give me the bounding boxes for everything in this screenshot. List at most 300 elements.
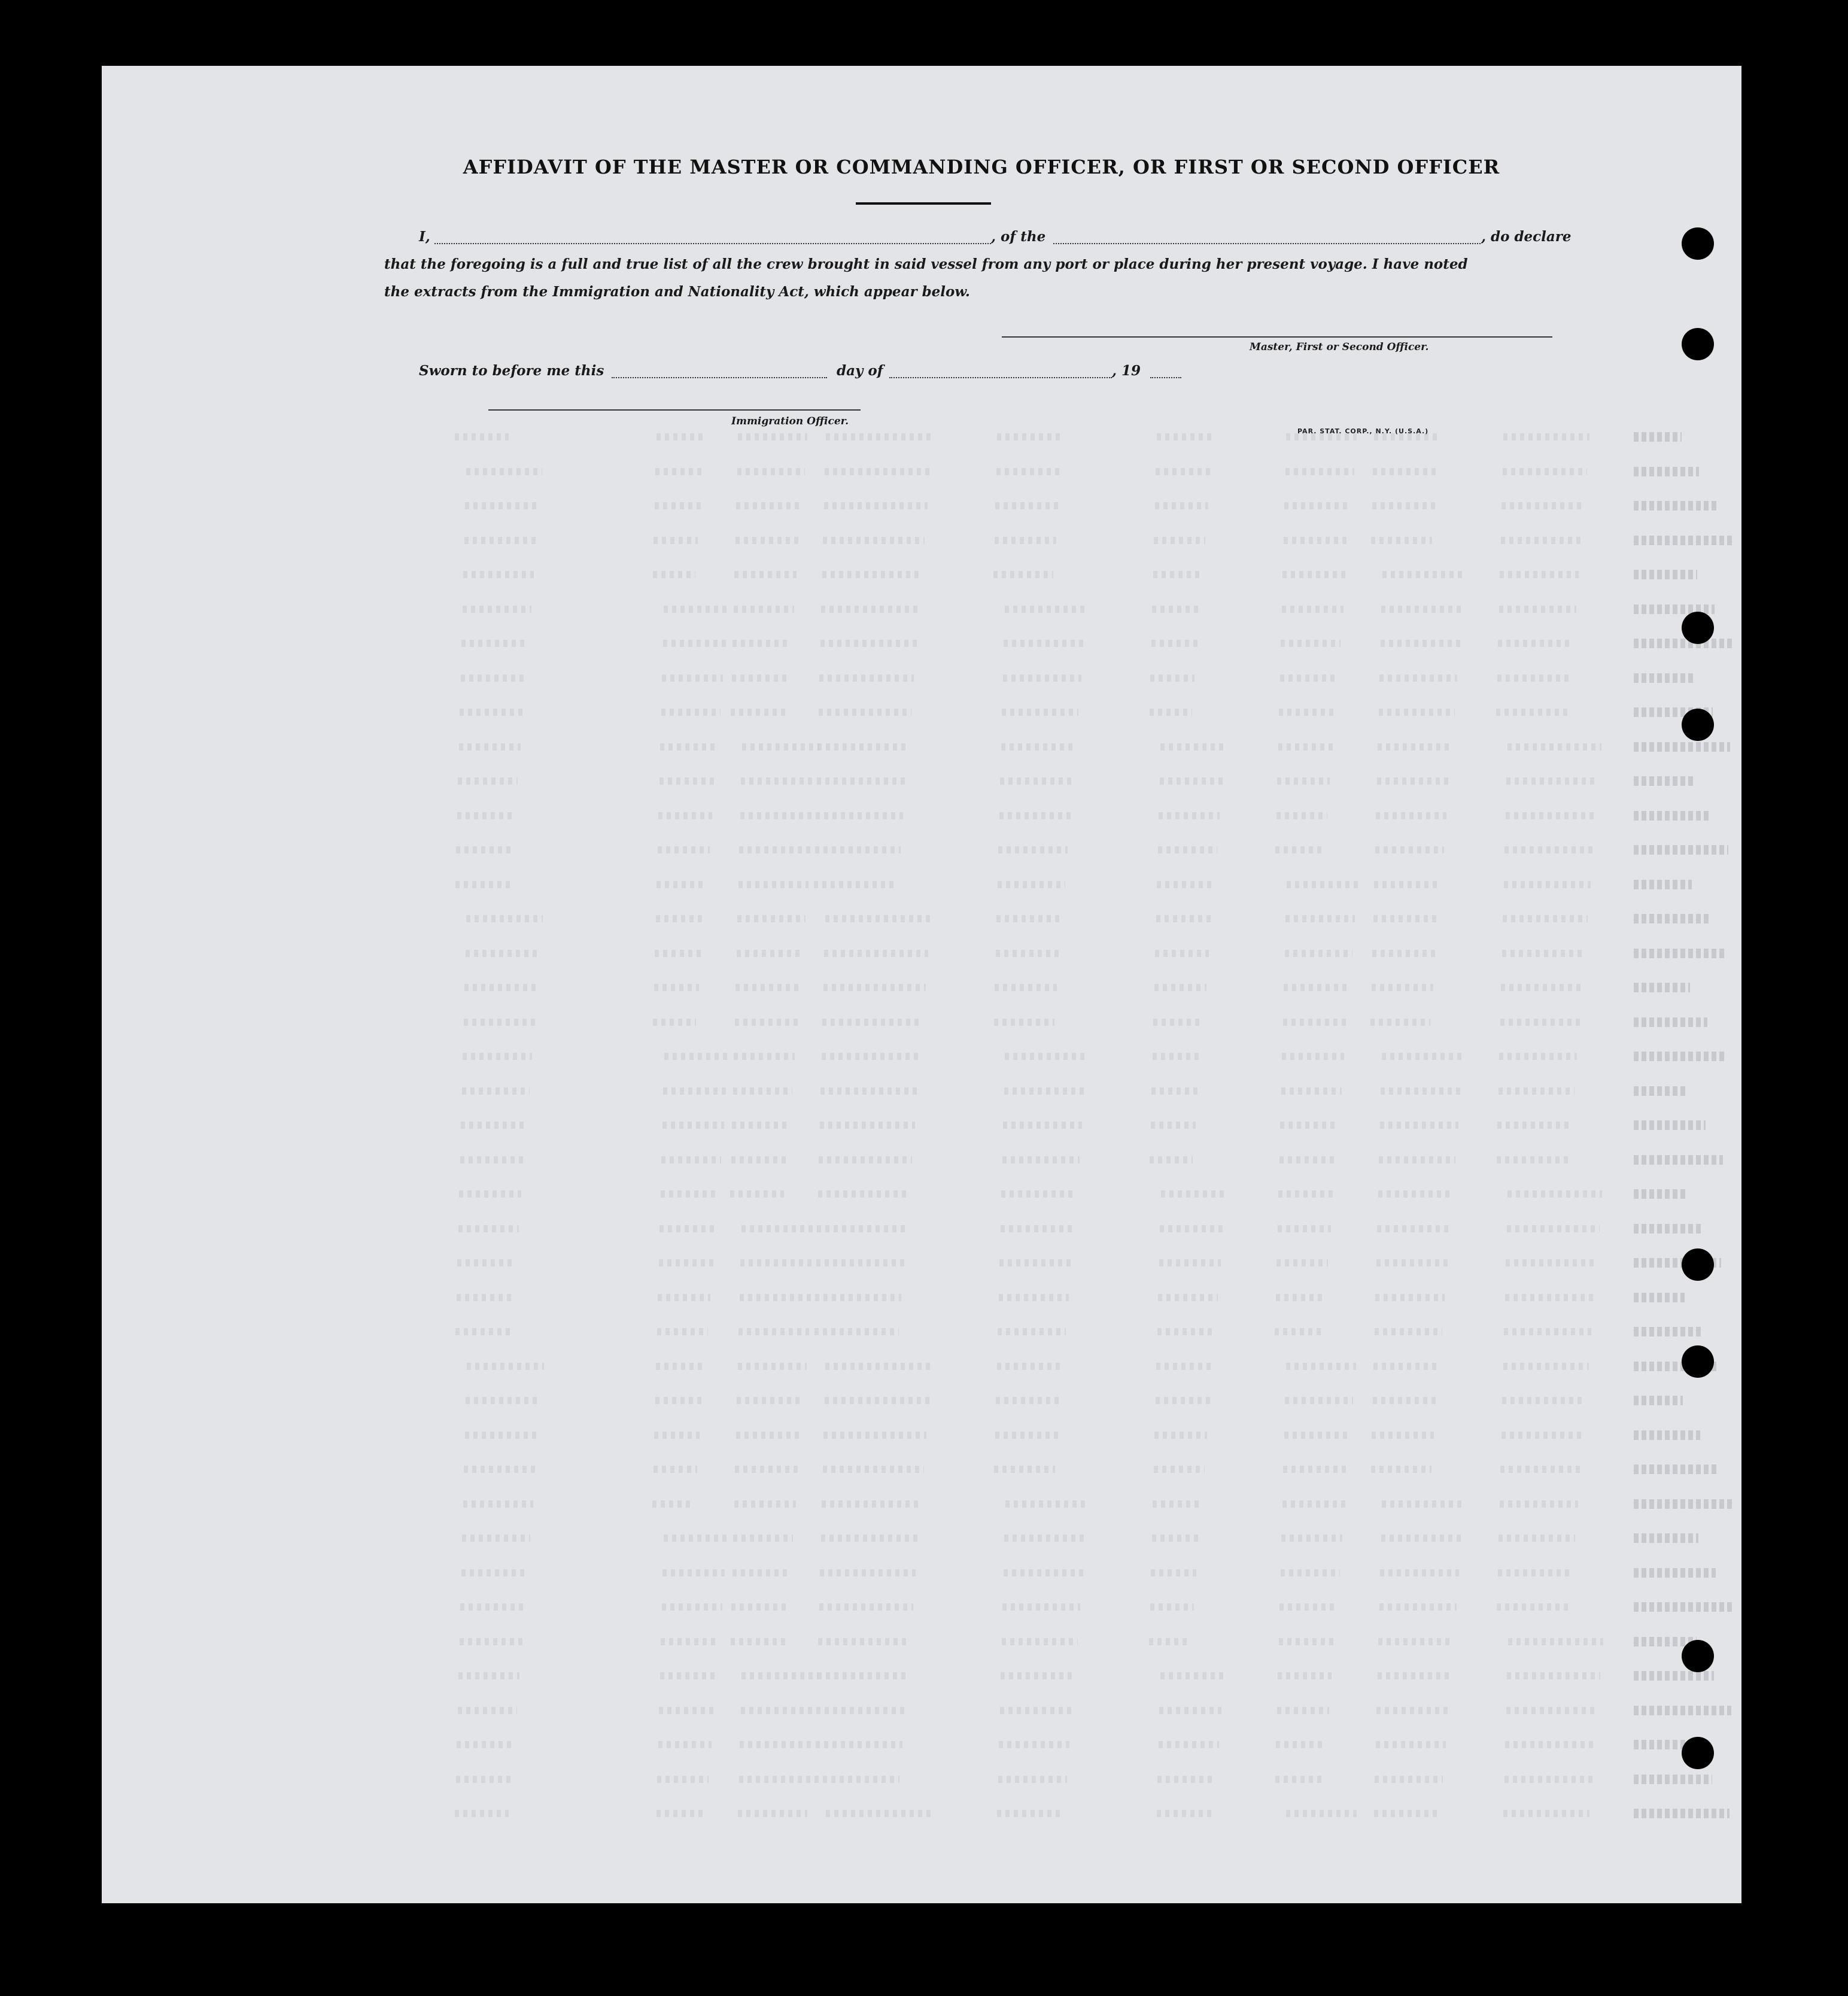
bleed-through-cell: [458, 777, 518, 785]
bleed-through-cell: [820, 640, 917, 647]
bleed-through-row: [461, 1739, 1848, 1752]
bleed-through-cell: [1285, 915, 1355, 922]
bleed-through-cell: [732, 1569, 791, 1576]
bleed-through-row: [461, 569, 1848, 582]
bleed-through-cell: [814, 881, 898, 888]
bleed-through-cell: [1155, 950, 1209, 957]
bleed-through-right-cell: [1634, 1533, 1698, 1543]
bleed-through-cell: [1151, 1569, 1196, 1576]
bleed-through-cell: [1381, 1087, 1461, 1095]
declaration-line-2: that the foregoing is a full and true list of all the crew brought in said vessel from any port or place during her present voyage. I have noted: [384, 256, 1468, 272]
bleed-through-cell: [1507, 1672, 1600, 1679]
bleed-through-cell: [464, 1019, 535, 1026]
bleed-through-cell: [1373, 1397, 1437, 1404]
sworn-year: , 19: [1112, 363, 1141, 379]
bleed-through-cell: [662, 1603, 722, 1611]
bleed-through-cell: [455, 881, 510, 888]
bleed-through-cell: [1498, 640, 1573, 647]
bleed-through-cell: [457, 1294, 513, 1301]
bleed-through-cell: [659, 777, 715, 785]
bleed-through-cell: [464, 537, 537, 544]
bleed-through-cell: [740, 1294, 812, 1301]
bleed-through-cell: [1381, 640, 1460, 647]
bleed-through-row: [461, 603, 1848, 616]
bleed-through-cell: [461, 1122, 527, 1129]
bleed-through-cell: [1156, 1363, 1212, 1370]
bleed-through-cell: [455, 433, 509, 440]
bleed-through-cell: [1499, 1053, 1577, 1060]
bleed-through-cell: [457, 1741, 514, 1748]
bleed-through-cell: [1156, 915, 1212, 922]
vessel-blank: [1053, 243, 1481, 244]
bleed-through-row: [461, 534, 1848, 548]
bleed-through-cell: [817, 1672, 908, 1679]
bleed-through-cell: [1280, 1122, 1339, 1129]
bleed-through-cell: [1283, 1019, 1347, 1026]
bleed-through-cell: [738, 1810, 807, 1817]
bleed-through-cell: [655, 1397, 703, 1404]
bleed-through-right-cell: [1634, 1465, 1718, 1474]
bleed-through-cell: [825, 915, 931, 922]
immigration-caption: Immigration Officer.: [731, 415, 849, 427]
bleed-through-row: [461, 1050, 1848, 1064]
bleed-through-right-cell: [1634, 949, 1727, 958]
bleed-through-cell: [1281, 1535, 1342, 1542]
bleed-through-cell: [1153, 1500, 1202, 1508]
punch-hole: [1682, 612, 1714, 644]
bleed-through-cell: [662, 675, 723, 682]
bleed-through-cell: [816, 1741, 902, 1748]
bleed-through-cell: [822, 571, 922, 578]
bleed-through-cell: [462, 1087, 530, 1095]
bleed-through-cell: [1003, 1122, 1082, 1129]
bleed-through-right-cell: [1634, 811, 1711, 821]
bleed-through-cell: [731, 1156, 787, 1163]
bleed-through-cell: [1276, 812, 1327, 819]
bleed-through-cell: [999, 812, 1071, 819]
bleed-through-cell: [1157, 1810, 1214, 1817]
bleed-through-cell: [1275, 846, 1324, 853]
bleed-through-right-cell: [1634, 1189, 1686, 1199]
bleed-through-row: [461, 1292, 1848, 1305]
bleed-through-cell: [1375, 1294, 1445, 1301]
bleed-through-cell: [1160, 743, 1225, 751]
bleed-through-cell: [1505, 1294, 1594, 1301]
bleed-through-cell: [654, 1432, 700, 1439]
bleed-through-cell: [998, 881, 1065, 888]
bleed-through-cell: [741, 1707, 816, 1714]
punch-hole: [1682, 1345, 1714, 1378]
bleed-through-cell: [463, 571, 534, 578]
declaration-i: I,: [419, 229, 430, 245]
bleed-through-cell: [1153, 1053, 1201, 1060]
bleed-through-row: [461, 913, 1848, 926]
bleed-through-row: [461, 672, 1848, 685]
bleed-through-cell: [1002, 1603, 1080, 1611]
bleed-through-cell: [818, 1190, 910, 1198]
bleed-through-cell: [1284, 537, 1349, 544]
bleed-through-row: [461, 1601, 1848, 1614]
bleed-through-cell: [1005, 606, 1087, 613]
bleed-through-cell: [1156, 1397, 1210, 1404]
bleed-through-row: [461, 431, 1848, 444]
bleed-through-cell: [1276, 1259, 1328, 1266]
bleed-through-cell: [735, 984, 800, 991]
bleed-through-cell: [738, 1363, 807, 1370]
bleed-through-cell: [1285, 950, 1352, 957]
bleed-through-cell: [1275, 1328, 1323, 1335]
bleed-through-cell: [734, 571, 797, 578]
bleed-through-cell: [996, 915, 1062, 922]
bleed-through-cell: [999, 1741, 1069, 1748]
bleed-through-right-cell: [1634, 1568, 1716, 1578]
bleed-through-cell: [1379, 709, 1455, 716]
bleed-through-cell: [822, 1053, 920, 1060]
bleed-through-cell: [999, 1259, 1071, 1266]
bleed-through-cell: [734, 1053, 795, 1060]
bleed-through-cell: [1506, 812, 1596, 819]
bleed-through-cell: [661, 1190, 719, 1198]
bleed-through-cell: [1498, 1569, 1573, 1576]
bleed-through-cell: [737, 915, 806, 922]
bleed-through-cell: [735, 537, 800, 544]
bleed-through-row: [461, 982, 1848, 995]
bleed-through-cell: [733, 1087, 792, 1095]
bleed-through-cell: [1150, 709, 1192, 716]
bleed-through-cell: [733, 1535, 793, 1542]
bleed-through-cell: [465, 1432, 539, 1439]
bleed-through-cell: [1382, 1053, 1464, 1060]
bleed-through-cell: [817, 777, 906, 785]
bleed-through-cell: [819, 1603, 913, 1611]
bleed-through-cell: [1284, 502, 1351, 509]
bleed-through-cell: [1157, 433, 1214, 440]
declaration-of-the: , of the: [991, 229, 1046, 245]
bleed-through-row: [461, 1532, 1848, 1545]
bleed-through-cell: [731, 1603, 788, 1611]
bleed-through-cell: [1281, 1087, 1342, 1095]
bleed-through-cell: [463, 1053, 532, 1060]
bleed-through-cell: [1153, 1019, 1203, 1026]
bleed-through-row: [461, 1670, 1848, 1683]
bleed-through-cell: [1507, 743, 1601, 751]
bleed-through-cell: [656, 433, 706, 440]
bleed-through-cell: [736, 502, 802, 509]
bleed-through-cell: [1284, 1432, 1351, 1439]
bleed-through-right-cell: [1634, 1155, 1723, 1165]
bleed-through-cell: [999, 1294, 1069, 1301]
bleed-through-cell: [1159, 812, 1220, 819]
bleed-through-cell: [1160, 1672, 1224, 1679]
bleed-through-row: [461, 1705, 1848, 1718]
bleed-through-row: [461, 1326, 1848, 1339]
bleed-through-cell: [1502, 1432, 1583, 1439]
bleed-through-rows: [461, 431, 1848, 1867]
bleed-through-cell: [659, 1225, 716, 1232]
bleed-through-cell: [455, 1328, 510, 1335]
bleed-through-cell: [1372, 950, 1436, 957]
bleed-through-cell: [1371, 1466, 1431, 1473]
bleed-through-cell: [1374, 1810, 1440, 1817]
bleed-through-cell: [654, 1466, 697, 1473]
bleed-through-row: [461, 879, 1848, 892]
document-page: [102, 66, 1741, 1903]
bleed-through-cell: [655, 502, 701, 509]
bleed-through-cell: [1370, 1019, 1430, 1026]
bleed-through-right-cell: [1634, 1671, 1714, 1681]
bleed-through-cell: [1380, 1569, 1459, 1576]
bleed-through-cell: [1150, 1603, 1194, 1611]
declaration-do-declare: , do declare: [1481, 229, 1572, 245]
bleed-through-cell: [466, 950, 540, 957]
bleed-through-cell: [658, 1294, 710, 1301]
bleed-through-cell: [1374, 881, 1441, 888]
bleed-through-row: [461, 1360, 1848, 1374]
bleed-through-cell: [738, 881, 808, 888]
bleed-through-cell: [741, 1225, 817, 1232]
bleed-through-cell: [1279, 1156, 1336, 1163]
bleed-through-row: [461, 844, 1848, 857]
bleed-through-cell: [661, 1638, 719, 1645]
bleed-through-cell: [1286, 1810, 1357, 1817]
bleed-through-right-cell: [1634, 432, 1682, 442]
bleed-through-cell: [814, 1776, 899, 1783]
bleed-through-cell: [1004, 640, 1084, 647]
bleed-through-cell: [1496, 709, 1568, 716]
bleed-through-cell: [826, 433, 933, 440]
bleed-through-cell: [1504, 1776, 1592, 1783]
bleed-through-cell: [463, 606, 531, 613]
printer-mark: PAR. STAT. CORP., N.Y. (U.S.A.): [1297, 427, 1429, 435]
bleed-through-cell: [652, 1500, 694, 1508]
bleed-through-cell: [1504, 846, 1593, 853]
bleed-through-cell: [458, 1225, 519, 1232]
bleed-through-row: [461, 1257, 1848, 1270]
bleed-through-right-cell: [1634, 570, 1697, 579]
bleed-through-cell: [1155, 502, 1208, 509]
bleed-through-row: [461, 741, 1848, 754]
bleed-through-cell: [1373, 915, 1439, 922]
bleed-through-cell: [656, 1363, 705, 1370]
bleed-through-cell: [657, 1776, 709, 1783]
bleed-through-cell: [1285, 468, 1354, 475]
bleed-through-cell: [660, 1672, 717, 1679]
bleed-through-row: [461, 1395, 1848, 1408]
bleed-through-cell: [658, 812, 712, 819]
bleed-through-cell: [1277, 777, 1330, 785]
bleed-through-row: [461, 500, 1848, 513]
bleed-through-cell: [996, 468, 1062, 475]
bleed-through-cell: [995, 984, 1057, 991]
bleed-through-cell: [1157, 1776, 1216, 1783]
bleed-through-cell: [821, 1535, 919, 1542]
bleed-through-right-cell: [1634, 467, 1699, 476]
affidavit-title: AFFIDAVIT OF THE MASTER OR COMMANDING OFFICER, OR FIRST OR SECOND OFFICER: [463, 156, 1500, 178]
bleed-through-cell: [1000, 1707, 1072, 1714]
bleed-through-cell: [1277, 1707, 1329, 1714]
bleed-through-cell: [1005, 1053, 1087, 1060]
bleed-through-cell: [655, 468, 703, 475]
bleed-through-cell: [1285, 1397, 1353, 1404]
bleed-through-cell: [1286, 1363, 1356, 1370]
bleed-through-cell: [731, 1638, 785, 1645]
bleed-through-cell: [464, 984, 537, 991]
bleed-through-cell: [994, 1019, 1054, 1026]
bleed-through-cell: [1278, 1190, 1333, 1198]
bleed-through-cell: [1500, 1500, 1578, 1508]
bleed-through-cell: [663, 1087, 727, 1095]
bleed-through-cell: [465, 502, 539, 509]
bleed-through-cell: [1376, 1707, 1448, 1714]
bleed-through-cell: [824, 502, 928, 509]
bleed-through-cell: [1161, 1190, 1226, 1198]
bleed-through-row: [461, 1119, 1848, 1132]
bleed-through-right-cell: [1634, 673, 1695, 683]
bleed-through-cell: [466, 915, 543, 922]
punch-hole: [1682, 709, 1714, 741]
bleed-through-cell: [658, 846, 710, 853]
bleed-through-cell: [1278, 743, 1333, 751]
bleed-through-cell: [1152, 606, 1200, 613]
bleed-through-cell: [1275, 1776, 1324, 1783]
bleed-through-cell: [662, 1569, 725, 1576]
bleed-through-row: [461, 1773, 1848, 1787]
bleed-through-cell: [457, 812, 515, 819]
bleed-through-cell: [740, 812, 814, 819]
bleed-through-right-cell: [1634, 1775, 1712, 1784]
bleed-through-cell: [815, 1294, 901, 1301]
bleed-through-cell: [1149, 1638, 1191, 1645]
bleed-through-row: [461, 1016, 1848, 1029]
bleed-through-cell: [1378, 1190, 1453, 1198]
bleed-through-cell: [1373, 468, 1437, 475]
bleed-through-cell: [1276, 1741, 1326, 1748]
bleed-through-cell: [1378, 743, 1452, 751]
bleed-through-cell: [1375, 1776, 1443, 1783]
bleed-through-cell: [1154, 1466, 1205, 1473]
bleed-through-cell: [1372, 984, 1433, 991]
bleed-through-cell: [456, 846, 512, 853]
bleed-through-cell: [1382, 571, 1466, 578]
bleed-through-cell: [1002, 1156, 1080, 1163]
bleed-through-cell: [1503, 1363, 1589, 1370]
bleed-through-cell: [1282, 1053, 1344, 1060]
bleed-through-cell: [825, 1363, 932, 1370]
punch-hole: [1682, 1737, 1714, 1769]
bleed-through-cell: [996, 1397, 1060, 1404]
bleed-through-row: [461, 1188, 1848, 1201]
bleed-through-cell: [737, 1397, 804, 1404]
punch-hole: [1682, 1640, 1714, 1672]
bleed-through-cell: [655, 950, 701, 957]
bleed-through-cell: [1504, 1328, 1591, 1335]
bleed-through-cell: [461, 640, 528, 647]
bleed-through-cell: [1001, 1225, 1074, 1232]
bleed-through-cell: [1499, 1535, 1575, 1542]
bleed-through-right-cell: [1634, 501, 1716, 511]
bleed-through-cell: [1157, 1328, 1215, 1335]
bleed-through-cell: [740, 1259, 814, 1266]
bleed-through-cell: [822, 1500, 921, 1508]
bleed-through-cell: [1154, 984, 1206, 991]
bleed-through-row: [461, 1807, 1848, 1821]
bleed-through-cell: [1497, 1122, 1572, 1129]
bleed-through-cell: [732, 1122, 789, 1129]
bleed-through-cell: [1500, 1466, 1580, 1473]
bleed-through-cell: [656, 1810, 706, 1817]
bleed-through-cell: [1002, 709, 1078, 716]
bleed-through-cell: [1378, 1638, 1454, 1645]
bleed-through-cell: [1506, 1259, 1597, 1266]
bleed-through-cell: [1004, 1087, 1085, 1095]
bleed-through-cell: [459, 743, 521, 751]
bleed-through-cell: [658, 1741, 712, 1748]
bleed-through-cell: [1282, 571, 1346, 578]
bleed-through-cell: [825, 468, 930, 475]
bleed-through-cell: [664, 606, 728, 613]
bleed-through-cell: [1376, 1741, 1446, 1748]
bleed-through-cell: [820, 1122, 915, 1129]
punch-hole: [1682, 328, 1714, 360]
bleed-through-cell: [1152, 1535, 1199, 1542]
bleed-through-cell: [1372, 502, 1435, 509]
bleed-through-right-cell: [1634, 1224, 1704, 1234]
bleed-through-row: [461, 775, 1848, 788]
bleed-through-cell: [732, 640, 791, 647]
bleed-through-cell: [817, 1225, 907, 1232]
bleed-through-cell: [994, 1466, 1055, 1473]
bleed-through-cell: [995, 1432, 1058, 1439]
bleed-through-cell: [1281, 1569, 1340, 1576]
bleed-through-cell: [740, 1741, 813, 1748]
bleed-through-cell: [653, 571, 695, 578]
bleed-through-cell: [1371, 537, 1432, 544]
bleed-through-cell: [1158, 1294, 1218, 1301]
bleed-through-cell: [657, 1328, 708, 1335]
bleed-through-cell: [1276, 1294, 1326, 1301]
bleed-through-right-cell: [1634, 1017, 1707, 1027]
bleed-through-row: [461, 1463, 1848, 1477]
bleed-through-right-cell: [1634, 742, 1730, 752]
bleed-through-cell: [822, 1019, 923, 1026]
bleed-through-cell: [1507, 1225, 1600, 1232]
bleed-through-cell: [739, 846, 811, 853]
bleed-through-right-cell: [1634, 536, 1734, 545]
bleed-through-cell: [1382, 1500, 1464, 1508]
bleed-through-cell: [1156, 468, 1211, 475]
declaration-line-3: the extracts from the Immigration and Nationality Act, which appear below.: [384, 284, 970, 300]
bleed-through-cell: [1150, 1156, 1193, 1163]
bleed-through-cell: [1504, 881, 1591, 888]
bleed-through-cell: [1150, 675, 1194, 682]
bleed-through-cell: [1154, 1432, 1207, 1439]
bleed-through-right-cell: [1634, 983, 1690, 992]
bleed-through-cell: [738, 1328, 809, 1335]
bleed-through-cell: [1005, 1500, 1089, 1508]
bleed-through-row: [461, 1154, 1848, 1167]
bleed-through-cell: [996, 950, 1060, 957]
bleed-through-cell: [1507, 1190, 1602, 1198]
bleed-through-cell: [1497, 1603, 1570, 1611]
bleed-through-cell: [814, 1328, 899, 1335]
bleed-through-cell: [1502, 1397, 1586, 1404]
bleed-through-cell: [998, 1776, 1067, 1783]
bleed-through-cell: [819, 675, 914, 682]
bleed-through-cell: [461, 1569, 528, 1576]
bleed-through-row: [461, 706, 1848, 719]
bleed-through-cell: [1506, 1707, 1598, 1714]
bleed-through-cell: [656, 881, 707, 888]
